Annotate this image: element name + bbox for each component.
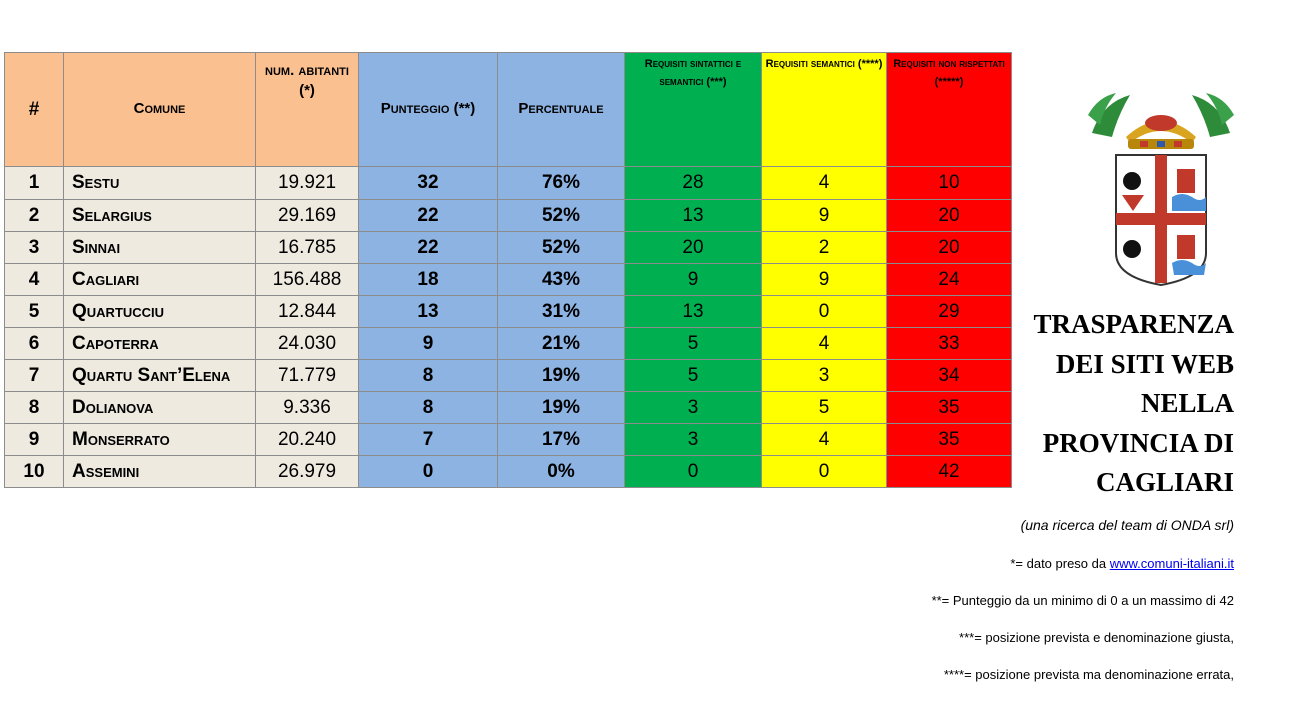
cell-punteggio: 9 [359, 328, 498, 360]
cell-percentuale: 76% [498, 167, 625, 200]
cell-rank: 2 [5, 200, 64, 232]
cell-sintattici: 3 [625, 424, 762, 456]
research-note: (una ricerca del team di ONDA srl) [1020, 517, 1234, 533]
header-rank: # [5, 53, 64, 167]
cell-percentuale: 31% [498, 296, 625, 328]
cell-comune: Selargius [64, 200, 256, 232]
cell-sintattici: 5 [625, 360, 762, 392]
table-row [5, 328, 1012, 360]
cell-abitanti: 16.785 [256, 232, 359, 264]
title-line: DEI SITI WEB [1055, 348, 1234, 379]
table-row [5, 296, 1012, 328]
cell-non-rispettati: 24 [887, 264, 1012, 296]
cell-non-rispettati: 34 [887, 360, 1012, 392]
table-row [5, 232, 1012, 264]
cell-rank: 5 [5, 296, 64, 328]
cell-comune: Capoterra [64, 328, 256, 360]
header-percentuale: Percentuale [498, 53, 625, 167]
header-row [5, 53, 1012, 167]
cell-punteggio: 8 [359, 360, 498, 392]
cell-semantici: 3 [762, 360, 887, 392]
cell-non-rispettati: 35 [887, 392, 1012, 424]
cell-punteggio: 8 [359, 392, 498, 424]
title-line: NELLA [1140, 388, 1234, 418]
cell-semantici: 4 [762, 328, 887, 360]
cell-punteggio: 18 [359, 264, 498, 296]
cell-rank: 4 [5, 264, 64, 296]
cell-abitanti: 24.030 [256, 328, 359, 360]
coat-of-arms-icon [1082, 85, 1240, 290]
footnote-abitanti-text: *= dato preso da [1010, 556, 1110, 571]
cell-rank: 9 [5, 424, 64, 456]
header-semantici: Requisiti semantici (****) [762, 53, 887, 167]
table-row [5, 392, 1012, 424]
cell-sintattici: 9 [625, 264, 762, 296]
cell-comune: Dolianova [64, 392, 256, 424]
cell-abitanti: 12.844 [256, 296, 359, 328]
cell-non-rispettati: 29 [887, 296, 1012, 328]
cell-comune: Cagliari [64, 264, 256, 296]
cell-percentuale: 21% [498, 328, 625, 360]
cell-percentuale: 19% [498, 360, 625, 392]
cell-comune: Quartucciu [64, 296, 256, 328]
cell-rank: 1 [5, 167, 64, 200]
cell-sintattici: 5 [625, 328, 762, 360]
cell-sintattici: 13 [625, 200, 762, 232]
cell-punteggio: 22 [359, 200, 498, 232]
cell-percentuale: 17% [498, 424, 625, 456]
cell-punteggio: 22 [359, 232, 498, 264]
cell-punteggio: 0 [359, 456, 498, 488]
cell-rank: 7 [5, 360, 64, 392]
cell-semantici: 0 [762, 456, 887, 488]
cell-sintattici: 20 [625, 232, 762, 264]
cell-non-rispettati: 20 [887, 232, 1012, 264]
cell-sintattici: 0 [625, 456, 762, 488]
table-row [5, 360, 1012, 392]
page-title [994, 305, 1234, 503]
cell-non-rispettati: 42 [887, 456, 1012, 488]
cell-semantici: 9 [762, 264, 887, 296]
cell-semantici: 4 [762, 424, 887, 456]
footnote-abitanti [1010, 556, 1234, 571]
cell-punteggio: 13 [359, 296, 498, 328]
cell-punteggio: 32 [359, 167, 498, 200]
cell-non-rispettati: 33 [887, 328, 1012, 360]
cell-percentuale: 0% [498, 456, 625, 488]
cell-non-rispettati: 35 [887, 424, 1012, 456]
header-abitanti: num. abitanti (*) [256, 53, 359, 167]
cell-punteggio: 7 [359, 424, 498, 456]
cell-abitanti: 29.169 [256, 200, 359, 232]
header-punteggio: Punteggio (**) [359, 53, 498, 167]
footnote-semantici: ****= posizione prevista ma denominazione errata, [943, 667, 1234, 682]
cell-abitanti: 20.240 [256, 424, 359, 456]
cell-sintattici: 28 [625, 167, 762, 200]
cell-rank: 6 [5, 328, 64, 360]
ranking-table [4, 52, 1012, 488]
title-line: PROVINCIA DI [1042, 427, 1234, 458]
cell-sintattici: 13 [625, 296, 762, 328]
cell-rank: 8 [5, 392, 64, 424]
table-row [5, 456, 1012, 488]
footnote-sintattici: ***= posizione prevista e denominazione giusta, [959, 630, 1234, 645]
cell-comune: Sestu [64, 167, 256, 200]
cell-non-rispettati: 10 [887, 167, 1012, 200]
cell-rank: 3 [5, 232, 64, 264]
cell-sintattici: 3 [625, 392, 762, 424]
header-sintattici: Requisiti sintattici e semantici (***) [625, 53, 762, 167]
cell-comune: Quartu Sant’Elena [64, 360, 256, 392]
cell-semantici: 4 [762, 167, 887, 200]
cell-comune: Assemini [64, 456, 256, 488]
cell-abitanti: 26.979 [256, 456, 359, 488]
table-row [5, 424, 1012, 456]
cell-percentuale: 43% [498, 264, 625, 296]
cell-abitanti: 19.921 [256, 167, 359, 200]
table-row [5, 167, 1012, 200]
cell-abitanti: 71.779 [256, 360, 359, 392]
title-line: TRASPARENZA [1033, 309, 1234, 339]
cell-semantici: 0 [762, 296, 887, 328]
cell-comune: Monserrato [64, 424, 256, 456]
header-comune: Comune [64, 53, 256, 167]
footnote-punteggio: **= Punteggio da un minimo di 0 a un massimo di 42 [931, 593, 1234, 608]
cell-abitanti: 156.488 [256, 264, 359, 296]
comuni-italiani-link[interactable]: www.comuni-italiani.it [1109, 556, 1234, 571]
table-row [5, 200, 1012, 232]
cell-non-rispettati: 20 [887, 200, 1012, 232]
cell-semantici: 9 [762, 200, 887, 232]
cell-percentuale: 19% [498, 392, 625, 424]
table-body [5, 167, 1012, 488]
cell-percentuale: 52% [498, 232, 625, 264]
title-line: CAGLIARI [1095, 467, 1234, 497]
cell-percentuale: 52% [498, 200, 625, 232]
cell-comune: Sinnai [64, 232, 256, 264]
table-row [5, 264, 1012, 296]
header-non-rispettati: Requisiti non rispettati (*****) [887, 53, 1012, 167]
cell-abitanti: 9.336 [256, 392, 359, 424]
cell-rank: 10 [5, 456, 64, 488]
cell-semantici: 2 [762, 232, 887, 264]
cell-semantici: 5 [762, 392, 887, 424]
